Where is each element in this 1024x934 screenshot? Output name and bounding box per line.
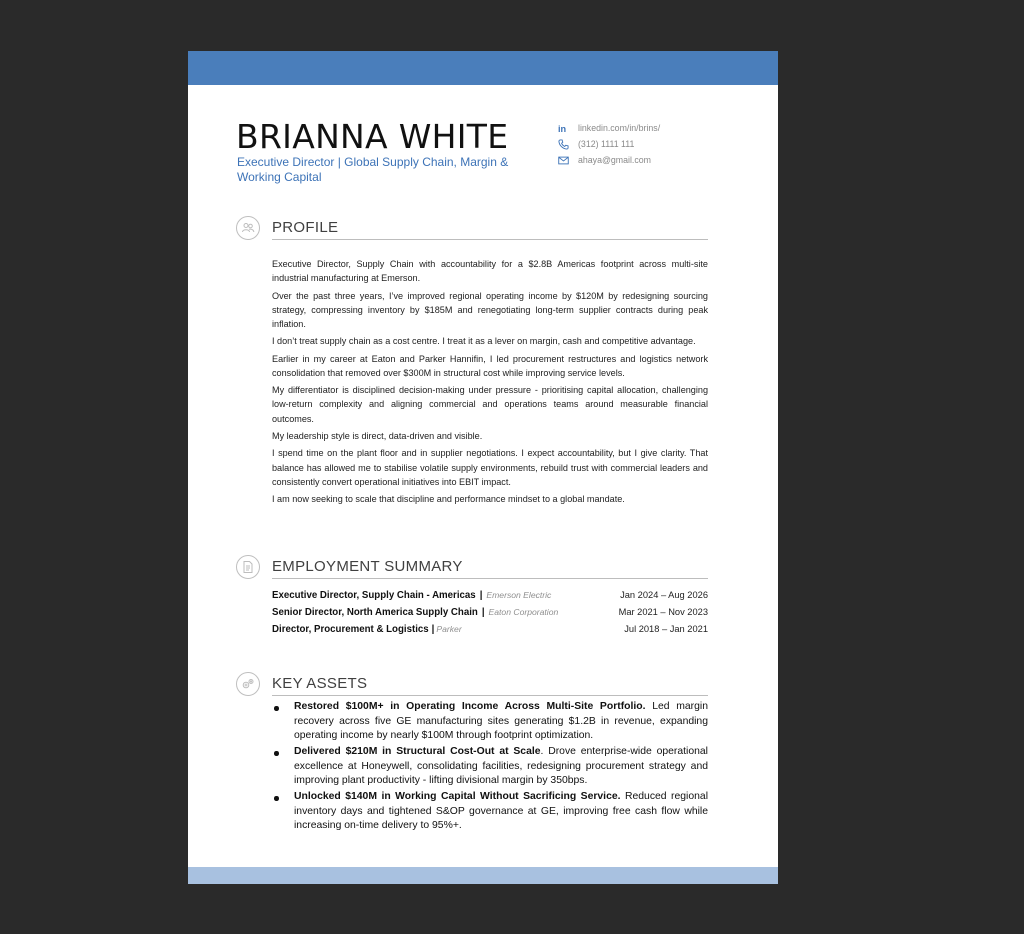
bullet-icon (274, 751, 279, 756)
company-name: Eaton Corporation (488, 607, 559, 617)
bottom-color-band (188, 867, 778, 884)
section-divider (272, 239, 708, 240)
asset-detail: Reduced regional inventory days and tightened S&OP governance at GE, improving free cash flow while increasing on-time delivery to 95%+. (294, 791, 709, 831)
contact-email[interactable] (557, 154, 651, 166)
list-item (272, 790, 708, 834)
asset-headline: Delivered $210M in Structural Cost-Out at Scale (294, 746, 541, 757)
list-item (272, 745, 708, 789)
candidate-headline: Executive Director | Global Supply Chain, Margin & Working Capital (237, 155, 509, 184)
key-assets-list (272, 700, 708, 835)
section-divider (272, 578, 708, 579)
svg-text:in: in (557, 123, 566, 134)
job-dates: Jul 2018 – Jan 2021 (624, 624, 708, 634)
job-role: Executive Director, Supply Chain - Americas (272, 590, 476, 601)
assets-section-header (236, 672, 708, 698)
job-role: Director, Procurement & Logistics (272, 624, 429, 635)
linkedin-text: linkedin.com/in/brins/ (578, 123, 661, 133)
job-dates: Mar 2021 – Nov 2023 (618, 607, 708, 617)
phone-icon (557, 138, 569, 150)
document-icon (236, 555, 260, 579)
profile-paragraph: I don’t treat supply chain as a cost centre. I treat it as a lever on margin, cash and competitive advantage. (272, 336, 696, 347)
resume-page (188, 51, 778, 884)
contact-linkedin[interactable] (557, 122, 660, 134)
gears-icon (236, 672, 260, 696)
candidate-name: BRIANNA WHITE (236, 117, 509, 156)
contact-phone[interactable] (557, 138, 634, 150)
job-dates: Jan 2024 – Aug 2026 (620, 590, 708, 600)
profile-paragraph: My differentiator is disciplined decision-making under pressure - prioritising capital allocation, challenging low-return complexity and aligning commercial and operations teams around measurable financial outcomes. (272, 385, 708, 424)
assets-title: KEY ASSETS (272, 675, 368, 692)
separator: | (479, 590, 483, 601)
profile-paragraph: I spend time on the plant floor and in supplier negotiations. I expect accountability, but I give clarity. That balance has allowed me to stabilise volatile supply environments, rebuild trust with commercial leaders and consistently convert operational initiatives into EBIT impact. (272, 448, 708, 487)
people-icon (236, 216, 260, 240)
separator: | (431, 624, 435, 635)
profile-title: PROFILE (272, 219, 339, 236)
company-name: Parker (436, 624, 462, 634)
profile-paragraph: Over the past three years, I’ve improved regional operating income by $120M by redesigning sourcing strategy, compressing inventory by $185M and renegotiating long-term supplier contracts during peak inflation. (272, 290, 708, 329)
top-color-band (188, 51, 778, 85)
linkedin-icon (557, 122, 569, 134)
bullet-icon (274, 706, 279, 711)
mail-icon (557, 154, 569, 166)
employment-row (272, 590, 708, 604)
separator: | (481, 607, 485, 618)
profile-paragraph: I am now seeking to scale that discipline and performance mindset to a global mandate. (272, 494, 625, 505)
list-item (272, 700, 708, 744)
asset-detail: . Drove enterprise-wide operational excellence at Honeywell, consolidating facilities, redesigning procurement strategy and improving plant productivity - lifting divisional margin by 350bps. (294, 746, 708, 786)
profile-paragraph: Executive Director, Supply Chain with accountability for a $2.8B Americas footprint across multi-site industrial manufacturing at Emerson. (272, 259, 708, 284)
bullet-icon (274, 796, 279, 801)
asset-headline: Restored $100M+ in Operating Income Across Multi-Site Portfolio. (294, 701, 646, 712)
job-role: Senior Director, North America Supply Chain (272, 607, 478, 618)
employment-row (272, 624, 708, 638)
profile-section-header (236, 216, 708, 242)
section-divider (272, 695, 708, 696)
profile-body (272, 257, 708, 510)
profile-paragraph: Earlier in my career at Eaton and Parker Hannifin, I led procurement restructures and logistics network consolidation that removed over $300M in structural cost while improving service levels. (272, 353, 708, 378)
phone-text: (312) 1111 111 (578, 139, 635, 149)
asset-detail: Led margin recovery across five GE manufacturing sites generating $1.2B in revenue, expanding operating income by nearly $100M through footprint optimization. (294, 701, 708, 741)
profile-paragraph: My leadership style is direct, data-driven and visible. (272, 430, 483, 441)
employment-section-header (236, 555, 708, 581)
company-name: Emerson Electric (486, 590, 552, 600)
employment-row (272, 607, 708, 621)
employment-title: EMPLOYMENT SUMMARY (272, 558, 463, 575)
email-text: ahaya@gmail.com (578, 155, 651, 165)
asset-headline: Unlocked $140M in Working Capital Without Sacrificing Service. (294, 791, 621, 802)
